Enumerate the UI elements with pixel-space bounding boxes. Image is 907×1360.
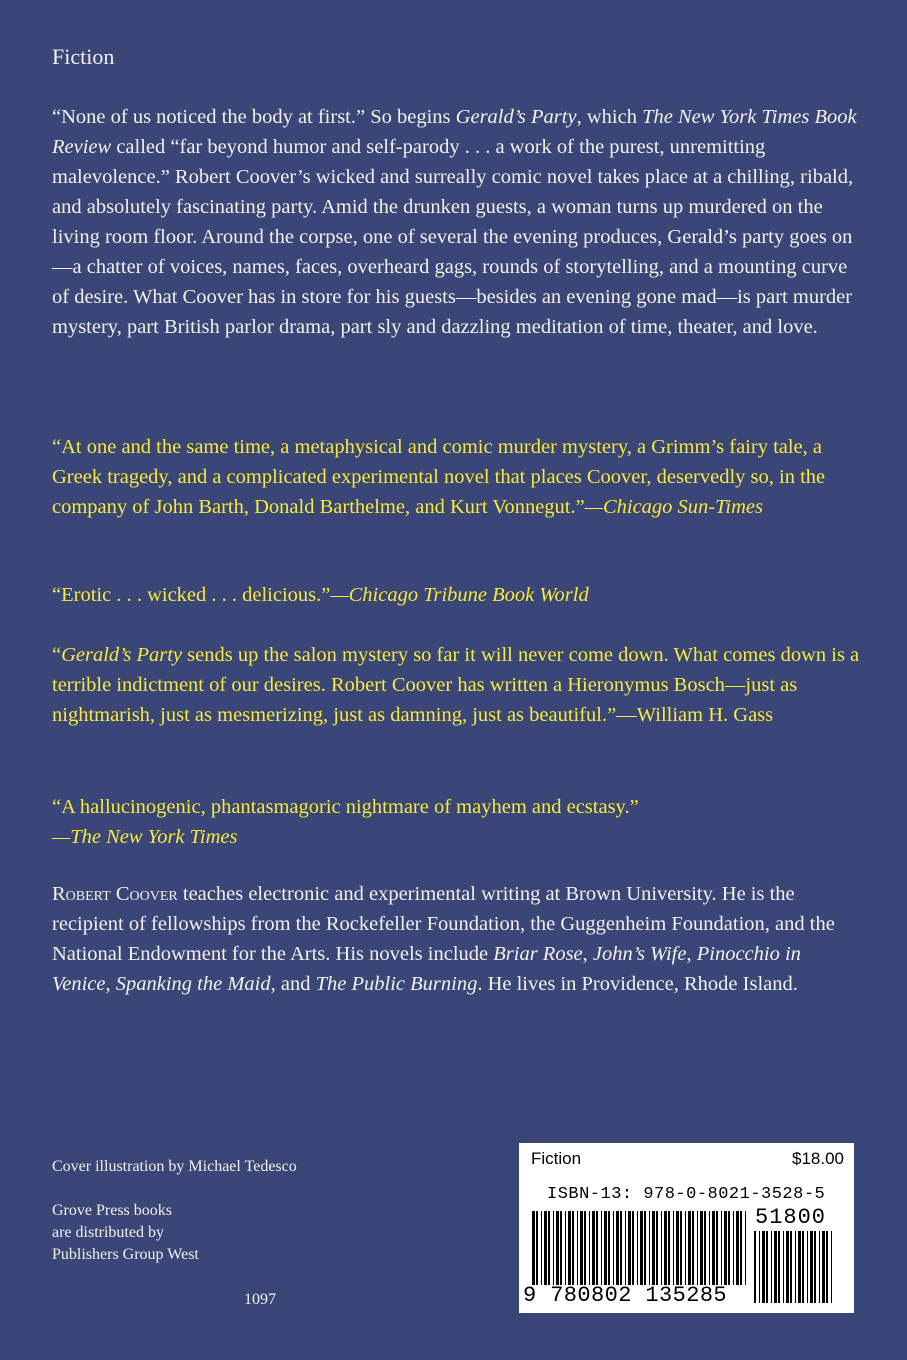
review-quote-3 [52, 640, 862, 730]
barcode-bar [778, 1231, 780, 1303]
barcode-bar [733, 1211, 734, 1285]
quote-source: —Chicago Sun-Times [584, 496, 763, 518]
barcode-bar [668, 1211, 670, 1285]
book-title: Gerald’s Party [61, 644, 183, 666]
quote-source: —Chicago Tribune Book World [330, 584, 589, 606]
review-quote-4 [52, 792, 862, 852]
barcode-bar [810, 1231, 813, 1303]
barcode-bar [798, 1231, 801, 1303]
barcode-bar [544, 1211, 547, 1285]
barcode-bar [771, 1231, 772, 1303]
barcode-category: Fiction [531, 1149, 582, 1168]
distribution-line: are distributed by [52, 1224, 164, 1241]
barcode-bar [616, 1211, 619, 1285]
novel-title: John’s Wife [592, 943, 687, 965]
novel-title: Pinocchio in Venice [52, 943, 801, 995]
barcode-bar [532, 1211, 535, 1285]
distribution-line: Publishers Group West [52, 1246, 199, 1263]
barcode-bar [802, 1231, 804, 1303]
barcode-bar [692, 1211, 694, 1285]
barcode-bar [568, 1211, 571, 1285]
blurb-text: , which [576, 106, 643, 128]
product-code: 1097 [244, 1291, 276, 1308]
quote-source: —The New York Times [52, 826, 238, 848]
quote-text: sends up the salon mystery so far it will never come down. What comes down is a terrible indictment of our desires. Robert Coover has written a Hieronymus Bosch—just as nightmarish, just as mesmerizing, just as damning, just as beautiful.” [52, 644, 860, 726]
quote-text: “At one and the same time, a metaphysical and comic murder mystery, a Grimm’s fairy tale, a Greek tragedy, and a complicated experimental novel that places Coover, deservedly so, in the company of John Barth, Donald Barthelme, and Kurt Vonnegut.” [52, 436, 826, 518]
ean-digits: 9 780802 135285 [523, 1283, 728, 1308]
barcode-bar [589, 1211, 590, 1285]
isbn-text: ISBN-13: 978-0-8021-3528-5 [547, 1185, 826, 1204]
bio-separator: , [582, 943, 593, 965]
barcode-bar [822, 1231, 825, 1303]
bio-separator: , [686, 943, 697, 965]
price-barcode-image [753, 1231, 835, 1303]
barcode-bar [661, 1211, 662, 1285]
barcode-bar [613, 1211, 614, 1285]
blurb-opening-quote: “None of us noticed the body at first.” [52, 106, 366, 128]
publication-name: The New York Times Book Review [52, 106, 857, 158]
barcode-bar [736, 1211, 739, 1285]
ean-barcode-image [531, 1211, 749, 1285]
barcode-bar [716, 1211, 718, 1285]
barcode-bar [766, 1231, 768, 1303]
barcode-bar [688, 1211, 691, 1285]
barcode-bar [795, 1231, 796, 1303]
barcode-bar [814, 1231, 816, 1303]
distribution-line: Grove Press books [52, 1202, 172, 1219]
barcode-bar [577, 1211, 578, 1285]
barcode-bar [676, 1211, 679, 1285]
blurb-text: called “far beyond humor and self-parody . . . a work of the purest, unremitting malevolence.” Robert Coover’s wicked and surreally comic novel takes place at a chilling, ribald, and absolutely fascinating party. Amid the drunken guests, a woman turns up murdered on the living room floor. Around the corpse, one of several the evening produces, Gerald’s party goes on—a chatter of voices, names, faces, overheard gags, rounds of storytelling, and a mounting curve of desire. What Coover has in store for his guests—besides an evening gone mad—is part murder mystery, part British parlor drama, part sly and dazzling meditation of time, theater, and love. [52, 136, 854, 338]
category-label: Fiction [52, 44, 115, 69]
book-title: Gerald’s Party [455, 106, 577, 128]
barcode-bar [786, 1231, 789, 1303]
author-name: Robert Coover [52, 883, 178, 905]
barcode-bar [762, 1231, 765, 1303]
barcode-bar [745, 1211, 746, 1285]
barcode-bar [831, 1231, 832, 1303]
barcode-bar [704, 1211, 706, 1285]
barcode-bar [664, 1211, 667, 1285]
barcode-bar [644, 1211, 646, 1285]
review-quote-2 [52, 580, 862, 610]
barcode-bar [628, 1211, 631, 1285]
barcode-bar [826, 1231, 828, 1303]
barcode-bar [637, 1211, 638, 1285]
quote-source: —William H. Gass [616, 704, 774, 726]
bio-text: teaches electronic and experimental writing at Brown University. He is the recipient of fellowships from the Rockefeller Foundation, the Guggenheim Foundation, and the National Endowment for the Arts. His novels include [52, 883, 835, 965]
barcode-bar [740, 1211, 742, 1285]
barcode-label [519, 1143, 854, 1313]
author-bio [52, 879, 862, 999]
novel-title: Briar Rose [493, 943, 583, 965]
barcode-bar [584, 1211, 586, 1285]
barcode-bar [728, 1211, 730, 1285]
blurb-text: So begins [365, 106, 456, 128]
barcode-bar [783, 1231, 784, 1303]
barcode-bar [541, 1211, 542, 1285]
barcode-bar [580, 1211, 583, 1285]
barcode-bar [556, 1211, 559, 1285]
barcode-bar [819, 1231, 820, 1303]
barcode-bar [620, 1211, 622, 1285]
barcode-bar [536, 1211, 538, 1285]
novel-title: Spanking the Maid [115, 973, 271, 995]
barcode-bar [680, 1211, 682, 1285]
barcode-price: $18.00 [792, 1149, 844, 1168]
barcode-bar [697, 1211, 698, 1285]
barcode-bar [673, 1211, 674, 1285]
barcode-bar [592, 1211, 595, 1285]
barcode-bar [565, 1211, 566, 1285]
barcode-bar [754, 1231, 756, 1303]
barcode-bar [601, 1211, 602, 1285]
barcode-bar [649, 1211, 650, 1285]
barcode-bar [553, 1211, 554, 1285]
barcode-bar [625, 1211, 626, 1285]
quote-text: “Erotic . . . wicked . . . delicious.” [52, 584, 331, 606]
barcode-bar [548, 1211, 550, 1285]
bio-text: . He lives in Providence, Rhode Island. [477, 973, 798, 995]
barcode-bar [712, 1211, 715, 1285]
barcode-bar [656, 1211, 658, 1285]
barcode-bar [685, 1211, 686, 1285]
barcode-bar [572, 1211, 574, 1285]
blurb-paragraph [52, 102, 862, 342]
barcode-bar [807, 1231, 808, 1303]
bio-separator: , [105, 973, 116, 995]
quote-text: “A hallucinogenic, phantasmagoric nightmare of mayhem and ecstasy.” [52, 796, 639, 818]
barcode-bar [640, 1211, 643, 1285]
novel-title: The Public Burning [315, 973, 478, 995]
price-code-digits: 51800 [755, 1205, 827, 1230]
barcode-bar [759, 1231, 760, 1303]
bio-separator: , and [270, 973, 316, 995]
barcode-bar [709, 1211, 710, 1285]
barcode-bar [560, 1211, 562, 1285]
barcode-bar [790, 1231, 792, 1303]
distribution-note [52, 1200, 292, 1266]
barcode-bar [700, 1211, 703, 1285]
barcode-bar [604, 1211, 607, 1285]
barcode-bar [721, 1211, 722, 1285]
quote-open: “ [52, 644, 62, 666]
review-quote-1 [52, 432, 862, 522]
cover-credit: Cover illustration by Michael Tedesco [52, 1158, 297, 1175]
barcode-bar [724, 1211, 727, 1285]
barcode-bar [632, 1211, 634, 1285]
barcode-bar [774, 1231, 777, 1303]
barcode-bar [596, 1211, 598, 1285]
barcode-bar [608, 1211, 610, 1285]
barcode-bar [652, 1211, 655, 1285]
